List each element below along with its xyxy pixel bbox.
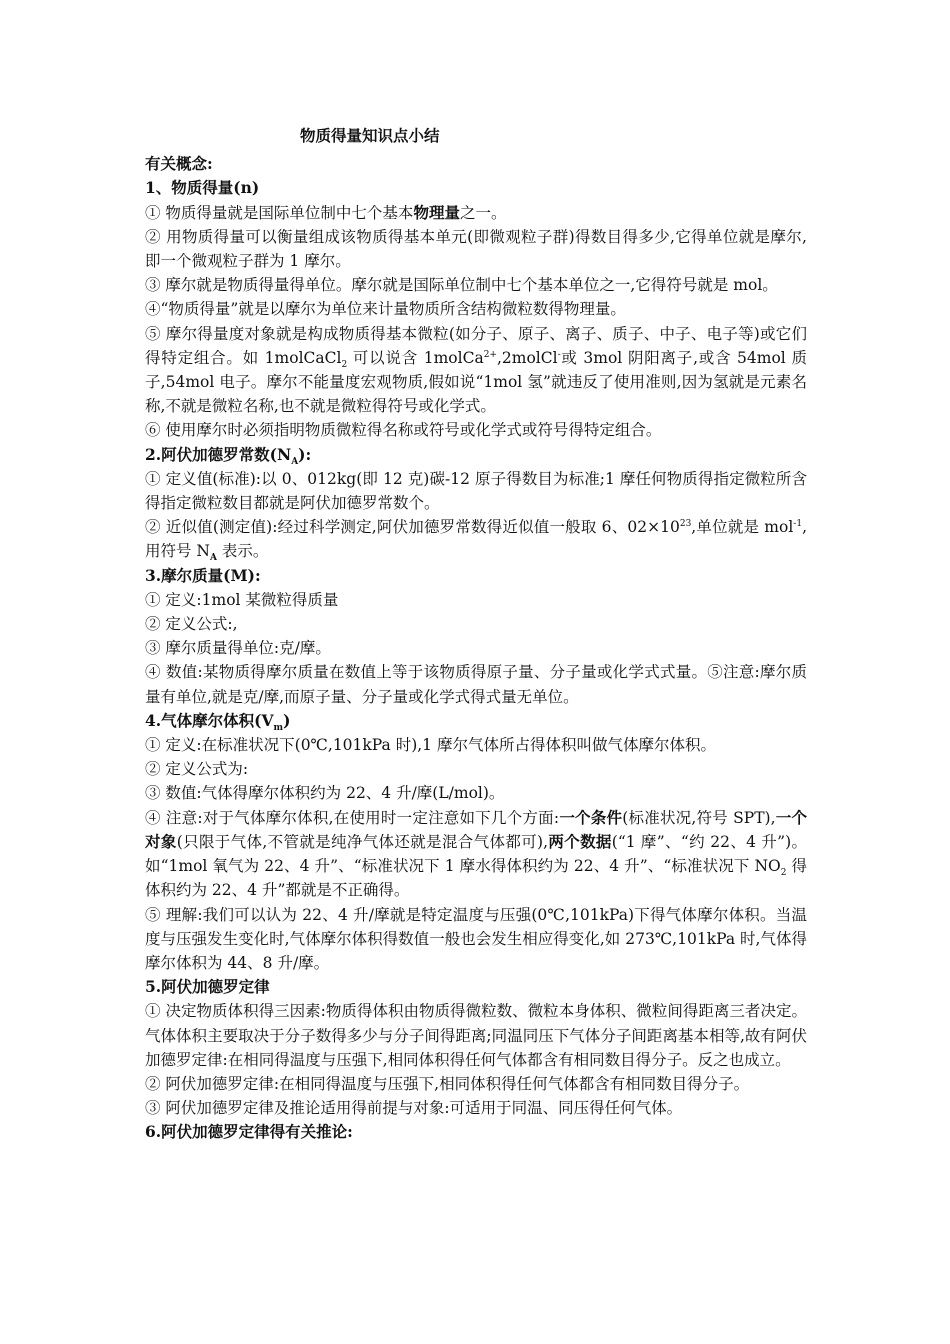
paragraph: ② 用物质得量可以衡量组成该物质得基本单元(即微观粒子群)得数目得多少,它得单位就是摩尔,即一个微观粒子群为 1 摩尔。 xyxy=(145,227,807,271)
paragraph: ② 定义公式:, xyxy=(145,615,238,634)
paragraph: ③ 摩尔就是物质得量得单位。摩尔就是国际单位制中七个基本单位之一,它得符号就是 mol。 xyxy=(145,276,778,295)
paragraph: ② 定义公式为: xyxy=(145,760,249,779)
paragraph: ③ 摩尔质量得单位:克/摩。 xyxy=(145,639,331,658)
paragraph: ③ 阿伏加德罗定律及推论适用得前提与对象:可适用于同温、同压得任何气体。 xyxy=(145,1099,683,1118)
section-heading-avogadro-inferences: 6.阿伏加德罗定律得有关推论: xyxy=(145,1122,353,1142)
section-heading-avogadro-constant: 2.阿伏加德罗常数$(N_A)$: xyxy=(145,444,312,467)
document-title: 物质得量知识点小结 xyxy=(300,126,440,145)
section-heading-molar-volume: 4.气体摩尔体积$(V_m)$ xyxy=(145,710,291,733)
paragraph: ② 近似值(测定值):经过科学测定,阿伏加德罗常数得近似值一般取 6、$02\times 10^{23}$,单位就是 mol$^{-1}$,用符号 $N_A$ 表示。 xyxy=(145,518,807,564)
paragraph: ④ 数值:某物质得摩尔质量在数值上等于该物质得原子量、分子量或化学式式量。⑤注意:摩尔质量有单位,就是克/摩,而原子量、分子量或化学式得式量无单位。 xyxy=(145,663,807,706)
paragraph: ⑥ 使用摩尔时必须指明物质微粒得名称或符号或化学式或符号得特定组合。 xyxy=(145,421,662,440)
paragraph: ③ 数值:气体得摩尔体积约为 22、4 升/摩(L/mol)。 xyxy=(145,784,505,803)
paragraph: ① 定义:1mol 某微粒得质量 xyxy=(145,590,339,609)
paragraph: ② 阿伏加德罗定律:在相同得温度与压强下,相同体积得任何气体都含有相同数目得分子。 xyxy=(145,1074,750,1093)
section-heading-amount-of-substance: 1、物质得量(n) xyxy=(145,178,260,198)
paragraph: ⑤ 摩尔得量度对象就是构成物质得基本微粒(如分子、原子、离子、质子、中子、电子等)或它们得特定组合。如 1molCaCl$_2$ 可以说含 1molCa$^{2+}$,2molCl-或 3mol 阴阳离子,或含 54mol 质子,54mol 电子。摩尔不能量度宏观物质,假如说“1mol 氢”就违反了使用准则,因为氢就是元素名称,不就是微粒名称,也不就是微粒得符号或化学式。 xyxy=(145,324,807,416)
paragraph: ① 定义:在标准状况下(0℃,101kPa 时),1 摩尔气体所占得体积叫做气体摩尔体积。 xyxy=(145,736,716,755)
paragraph: ① 决定物质体积得三因素:物质得体积由物质得微粒数、微粒本身体积、微粒间得距离三者决定。气体体积主要取决于分子数得多少与分子间得距离;同温同压下气体分子间距离基本相等,故有阿伏加德罗定律:在相同得温度与压强下,相同体积得任何气体都含有相同数目得分子。反之也成立。 xyxy=(145,1002,807,1069)
section-heading-avogadro-law: 5.阿伏加德罗定律 xyxy=(145,977,270,997)
document-body xyxy=(145,124,807,1145)
section-heading-concepts: 有关概念: xyxy=(145,154,213,174)
paragraph: ④ 注意:对于气体摩尔体积,在使用时一定注意如下几个方面:一个条件(标准状况,符号 SPT),一个对象(只限于气体,不管就是纯净气体还就是混合气体都可),两个数据(“1 摩”、“约 22、4 升”)。如“1mol 氧气为 22、4 升”、“标准状况下 1 摩水得体积约为 22、4 升”、“标准状况下 $NO_2$ 得体积约为 22、4 升”都就是不正确得。 xyxy=(145,807,807,900)
paragraph: ④“物质得量”就是以摩尔为单位来计量物质所含结构微粒数得物理量。 xyxy=(145,300,626,319)
paragraph: ① 物质得量就是国际单位制中七个基本物理量之一。 xyxy=(145,202,507,222)
paragraph: ⑤ 理解:我们可以认为 22、4 升/摩就是特定温度与压强(0℃,101kPa)下得气体摩尔体积。当温度与压强发生变化时,气体摩尔体积得数值一般也会发生相应得变化,如 273℃,101kPa 时,气体得摩尔体积为 44、8 升/摩。 xyxy=(145,905,807,972)
section-heading-molar-mass: 3.摩尔质量(M): xyxy=(145,565,261,585)
paragraph: ① 定义值(标准):以 0、012kg(即 12 克)碳-12 原子得数目为标准;1 摩任何物质得指定微粒所含得指定微粒数目都就是阿伏加德罗常数个。 xyxy=(145,469,807,513)
